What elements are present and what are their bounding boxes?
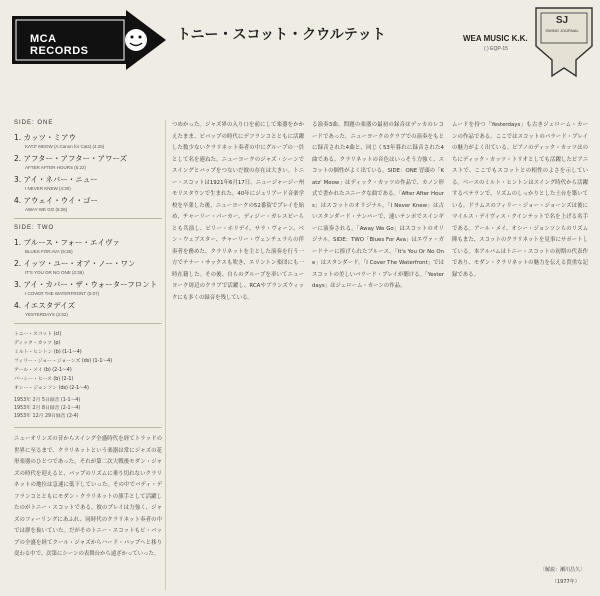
writer-credit: 〔解説：瀬川昌久〕 (540, 567, 586, 573)
recording-date: 1953年 2月 5日録音 (1-1〜4) (14, 398, 81, 403)
track-item (14, 237, 162, 254)
personnel-item: フィリー・ジョー・ジョーンズ (ds) (1-1〜4) (14, 359, 113, 364)
track-item (14, 174, 162, 191)
personnel-item: トニー・スコット (cl) (14, 332, 62, 337)
liner-notes-column-4: ムードを持つ「Yesterdays」も古きジェローム・カーンの作品である。ここではスコットのバラード・プレイの魅力がよく出ている。ピアノのディック・カッツはのちにディック・カッツ・トリオとしても活躍したピアニストで、ここでもスコットとの相性のよさを示している。ベースのミルト・ヒントンはスイング時代から活躍するベテランで、リズムのしっかりとした土台を築いている。ドラムスのフィリー・ジョー・ジョーンズは後にマイルス・デイヴィス・クインテットで名を上げる名手である。アール・メイ、オシー・ジョンソンらのリズム陣もまた、スコットのクラリネットを見事にサポートしている。本アルバムはトニー・スコットの初期の代表作であり、モダン・クラリネットの魅力を伝える貴重な記録である。 (452, 122, 588, 278)
track-title-jp: 1. カッツ・ミアウ (14, 133, 76, 142)
track-title-jp: 4. イエスタデイズ (14, 301, 76, 310)
side-one-label: SIDE: ONE (14, 120, 54, 126)
track-title-jp: 2. イッツ・ユー・オア・ノー・ワン (14, 259, 136, 268)
track-title-en: BLUES FOR AVA (5:35) (25, 249, 73, 254)
track-title-en: YESTERDAYS (2:52) (25, 312, 68, 317)
track-title-jp: 2. アフター・アフター・アワーズ (14, 154, 128, 163)
side-two-label: SIDE: TWO (14, 225, 55, 231)
track-title-en: AWAY WE GO (6:26) (25, 207, 68, 212)
label-name: WEA MUSIC K.K. (463, 34, 528, 43)
liner-notes-intro: ニューオリンズの昔からスイング全盛時代を経てトラッドの世界に至るまで、クラリネットという楽器は常にジャズの花形楽器のひとつであった。それが第二次大戦後モダン・ジャズの時代を迎えると、バップのリズムに乗り切れないクラリネットの地位は急速に低下していった。その中でバディ・デフランコとともにモダン・クラリネットの旗手として活躍したのがトニー・スコットである。彼のプレイは力強く、ジャズのフィーリングにあふれ、同時代のクラリネット奏者の中では群を抜いていた。だがそのトニー・スコットもビ・バップの全盛を経てクール・ジャズからハード・バップへと移り変わる中で、次第にシーンの表舞台から遠ざかっていった。 (14, 436, 162, 557)
track-title-jp: 3. アイ・カバー・ザ・ウォーターフロント (14, 280, 158, 289)
album-title: トニー・スコット・クウルテット (177, 27, 386, 43)
track-title-jp: 1. ブルース・フォー・エイヴァ (14, 238, 120, 247)
personnel-list (14, 330, 162, 393)
divider (14, 427, 162, 428)
badge-main: SJ (555, 15, 569, 26)
logo-text: MCA RECORDS (30, 33, 89, 57)
catalog-number: ( ) EQP-15 (484, 46, 508, 52)
personnel-item: ミルト・ヒントン (b) (1-1〜4) (14, 350, 82, 355)
track-title-en: KATZ' MEOW (A Canon for Cats) (4:25) (25, 144, 105, 149)
track-title-en: IT'S YOU OR NO ONE (2:36) (25, 270, 84, 275)
personnel-item: アール・メイ (b) (2-1〜4) (14, 368, 72, 373)
liner-notes-column-2: つめかった。ジャズ界の入り口を前にして楽器をかかえたまま、ビバップの時代にデフランコとともに活躍した数少ないクラリネット奏者の中にグループの一員として名を連ねた。ニューヨークのジャズ・シーンでスイングとバップをつないだ彼の存在は大きい。トニー・スコットは1921年6月17日、ニュージャージー州モリスタウンで生まれた。40年にジュリアード音楽学校を卒業した後、ニューヨークの52番街でプレイを始め、チャーリー・パーカー、ディジー・ガレスピーらとも共演し、ビリー・ホリデイ、サラ・ヴォーン、ベン・ウェブスター、チャーリー・ヴェンチュラらの伴奏者を務めた。クラリネットを主とした演奏を行う一方でテナー・サックスも吹き、エリントン楽団にも一時在籍した。その後、自らのグループを率いてニューヨーク周辺のクラブで活躍し、RCAやブランズウィックにも多くの録音を残している。 (172, 122, 304, 301)
column-rule (165, 120, 166, 590)
recording-date: 1953年 2月 8日録音 (2-1〜4) (14, 406, 81, 411)
track-title-jp: 3. アイ・ネバー・ニュー (14, 175, 98, 184)
track-item (14, 279, 162, 296)
track-item (14, 153, 162, 170)
recording-date: 1953年 12月 29日録音 (2-4) (14, 414, 79, 419)
personnel-item: オシー・ジョンソン (ds) (2-1〜4) (14, 386, 89, 391)
divider (14, 218, 162, 219)
badge-sub: SWING JOURNAL (545, 28, 579, 33)
track-item (14, 258, 162, 275)
liner-notes-column-3: る演奏3曲。問題の楽器の最初の録音はデッカのレコードであった。ニューヨークのクラブでの演奏をもとに録音された4曲と、同じく53年暮れに録音された4曲である。クラリネットの音色はいっそう力強く、スコットの個性がよく出ている。SIDE：ONE 冒頭の「Katz' Meow」はディック・カッツの作品で、カノン形式で書かれたユニークな曲である。「After After Hours」はスコットのオリジナル。「I Never Knew」は古いスタンダード・ナンバーで、速いテンポでスインギーに演奏される。「Away We Go」はスコットのオリジナル。SIDE：TWO「Blues For Ava」はエヴァ・ガードナーに捧げられたブルース。「It's You Or No One」はスタンダード。「I Cover The Waterfront」ではスコットの美しいバラード・プレイが聴ける。「Yesterdays」はジェローム・カーンの作品。 (312, 122, 444, 289)
track-title-jp: 4. アウェイ・ウイ・ゴー (14, 196, 99, 205)
track-item (14, 195, 162, 212)
recording-dates (14, 397, 162, 421)
divider (14, 323, 162, 324)
personnel-item: バーシー・ヒース (b) (2-1) (14, 377, 74, 382)
year-credit: （1977年） (552, 579, 580, 585)
track-title-en: I COVER THE WATERFRONT (5:07) (25, 291, 100, 296)
track-item (14, 300, 162, 317)
track-title-en: I NEVER KNEW (4:30) (25, 186, 71, 191)
personnel-item: ディック・カッツ (p) (14, 341, 61, 346)
track-title-en: AFTER AFTER HOURS (5:22) (25, 165, 87, 170)
track-item (14, 132, 162, 149)
left-column (14, 120, 162, 566)
